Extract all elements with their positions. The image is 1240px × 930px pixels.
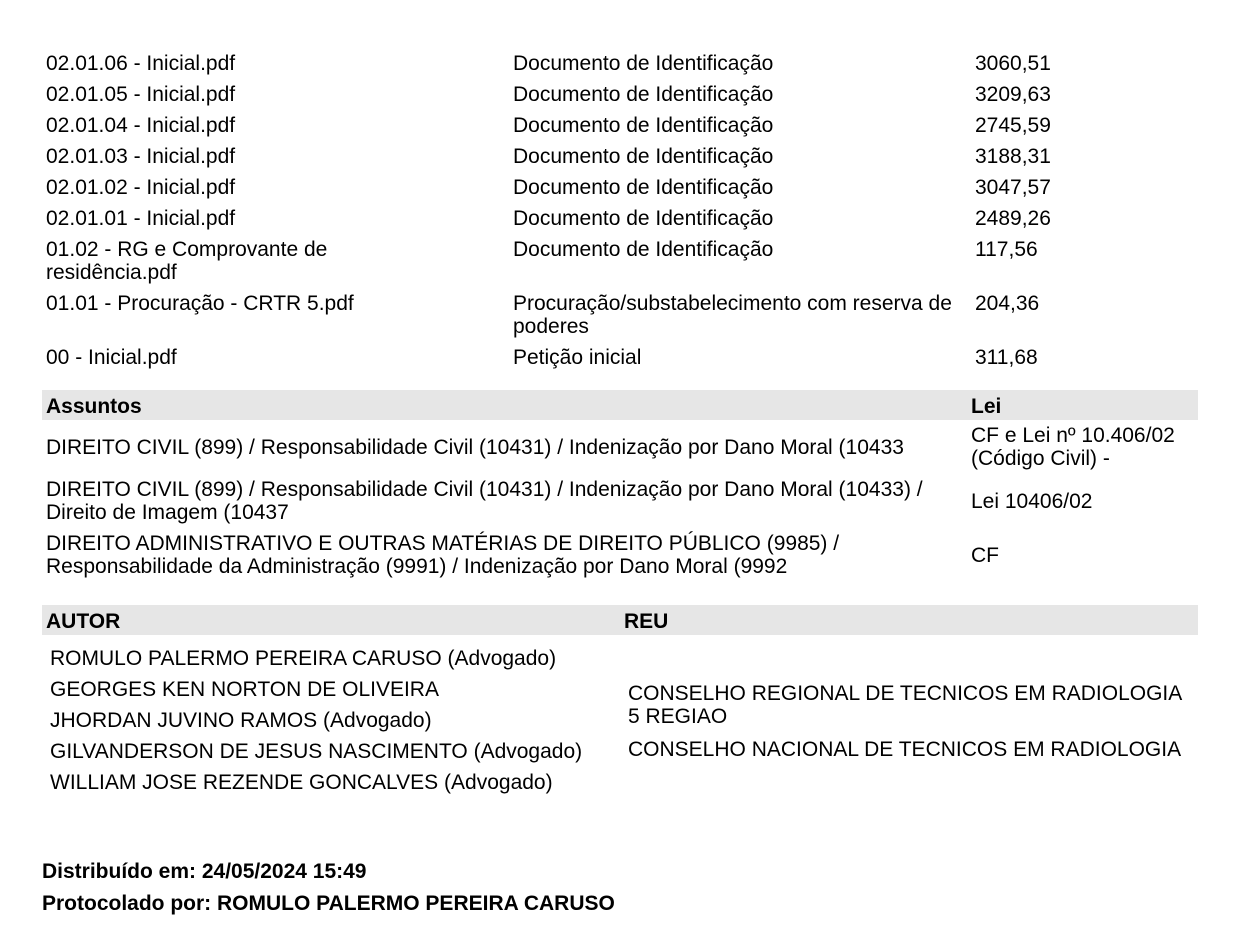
autores-list (42, 645, 620, 800)
document-row (42, 141, 1198, 172)
document-type: Petição inicial (513, 346, 642, 369)
document-type: Documento de Identificação (513, 176, 774, 199)
document-row (42, 203, 1198, 234)
document-name: 02.01.02 - Inicial.pdf (46, 176, 236, 199)
document-row (42, 288, 1198, 342)
assunto-text: DIREITO ADMINISTRATIVO E OUTRAS MATÉRIAS DE DIREITO PÚBLICO (9985) / Responsabilidade da Administração (9991) / Indenização por Dano Moral (9992 (46, 532, 840, 578)
document-name: 02.01.04 - Inicial.pdf (46, 114, 236, 137)
assunto-lei: Lei 10406/02 (971, 489, 1093, 513)
footer (42, 858, 615, 922)
partes-header (42, 605, 1198, 635)
autor-item: ROMULO PALERMO PEREIRA CARUSO (Advogado) (50, 647, 557, 670)
autor-item: JHORDAN JUVINO RAMOS (Advogado) (50, 709, 432, 732)
document-type: Procuração/substabelecimento com reserva de poderes (513, 292, 952, 338)
reus-list (620, 645, 1198, 800)
document-type: Documento de Identificação (513, 114, 774, 137)
document-row (42, 48, 1198, 79)
distribuido-em: Distribuído em: 24/05/2024 15:49 (42, 860, 367, 883)
document-size: 2489,26 (975, 207, 1051, 230)
assunto-row (42, 528, 1198, 582)
document-type: Documento de Identificação (513, 207, 774, 230)
document-row (42, 172, 1198, 203)
document-name: 02.01.05 - Inicial.pdf (46, 83, 236, 106)
assunto-text: DIREITO CIVIL (899) / Responsabilidade Civil (10431) / Indenização por Dano Moral (10433) / Direito de Imagem (10437 (46, 478, 923, 524)
document-name: 02.01.06 - Inicial.pdf (46, 52, 236, 75)
document-size: 3047,57 (975, 176, 1051, 199)
autor-item: GEORGES KEN NORTON DE OLIVEIRA (50, 678, 439, 701)
assunto-lei: CF e Lei nº 10.406/02 (Código Civil) - (971, 424, 1175, 470)
partes-table (42, 605, 1198, 800)
assunto-text: DIREITO CIVIL (899) / Responsabilidade Civil (10431) / Indenização por Dano Moral (10433 (46, 435, 904, 459)
document-row (42, 79, 1198, 110)
protocolado-por: Protocolado por: ROMULO PALERMO PEREIRA CARUSO (42, 892, 615, 915)
document-name: 01.02 - RG e Comprovante de residência.pdf (46, 238, 328, 284)
document-type: Documento de Identificação (513, 238, 774, 261)
document-type: Documento de Identificação (513, 145, 774, 168)
partes-body (42, 635, 1198, 800)
assunto-lei: CF (971, 543, 999, 567)
document-size: 3188,31 (975, 145, 1051, 168)
autor-item: GILVANDERSON DE JESUS NASCIMENTO (Advogado) (50, 740, 583, 763)
document-name: 00 - Inicial.pdf (46, 346, 177, 369)
autor-item: WILLIAM JOSE REZENDE GONCALVES (Advogado) (50, 771, 553, 794)
assuntos-header-label: Assuntos (46, 395, 142, 418)
documents-table (42, 48, 1198, 373)
document-type: Documento de Identificação (513, 83, 774, 106)
document-size: 3060,51 (975, 52, 1051, 75)
document-name: 02.01.03 - Inicial.pdf (46, 145, 236, 168)
assuntos-table (42, 390, 1198, 582)
document-row (42, 110, 1198, 141)
assunto-row (42, 474, 1198, 528)
document-size: 2745,59 (975, 114, 1051, 137)
autor-header-label: AUTOR (46, 610, 121, 633)
document-size: 3209,63 (975, 83, 1051, 106)
document-name: 01.01 - Procuração - CRTR 5.pdf (46, 292, 354, 315)
document-size: 311,68 (975, 346, 1038, 369)
reu-item: CONSELHO REGIONAL DE TECNICOS EM RADIOLOGIA 5 REGIAO (628, 682, 1182, 728)
document-row (42, 342, 1198, 373)
assuntos-header (42, 390, 1198, 420)
reu-header-label: REU (624, 610, 669, 633)
assunto-row (42, 420, 1198, 474)
lei-header-label: Lei (971, 395, 1002, 418)
document-name: 02.01.01 - Inicial.pdf (46, 207, 236, 230)
document-size: 117,56 (975, 238, 1038, 261)
document-row (42, 234, 1198, 288)
document-type: Documento de Identificação (513, 52, 774, 75)
reu-item: CONSELHO NACIONAL DE TECNICOS EM RADIOLOGIA (628, 738, 1182, 761)
document-size: 204,36 (975, 292, 1040, 315)
